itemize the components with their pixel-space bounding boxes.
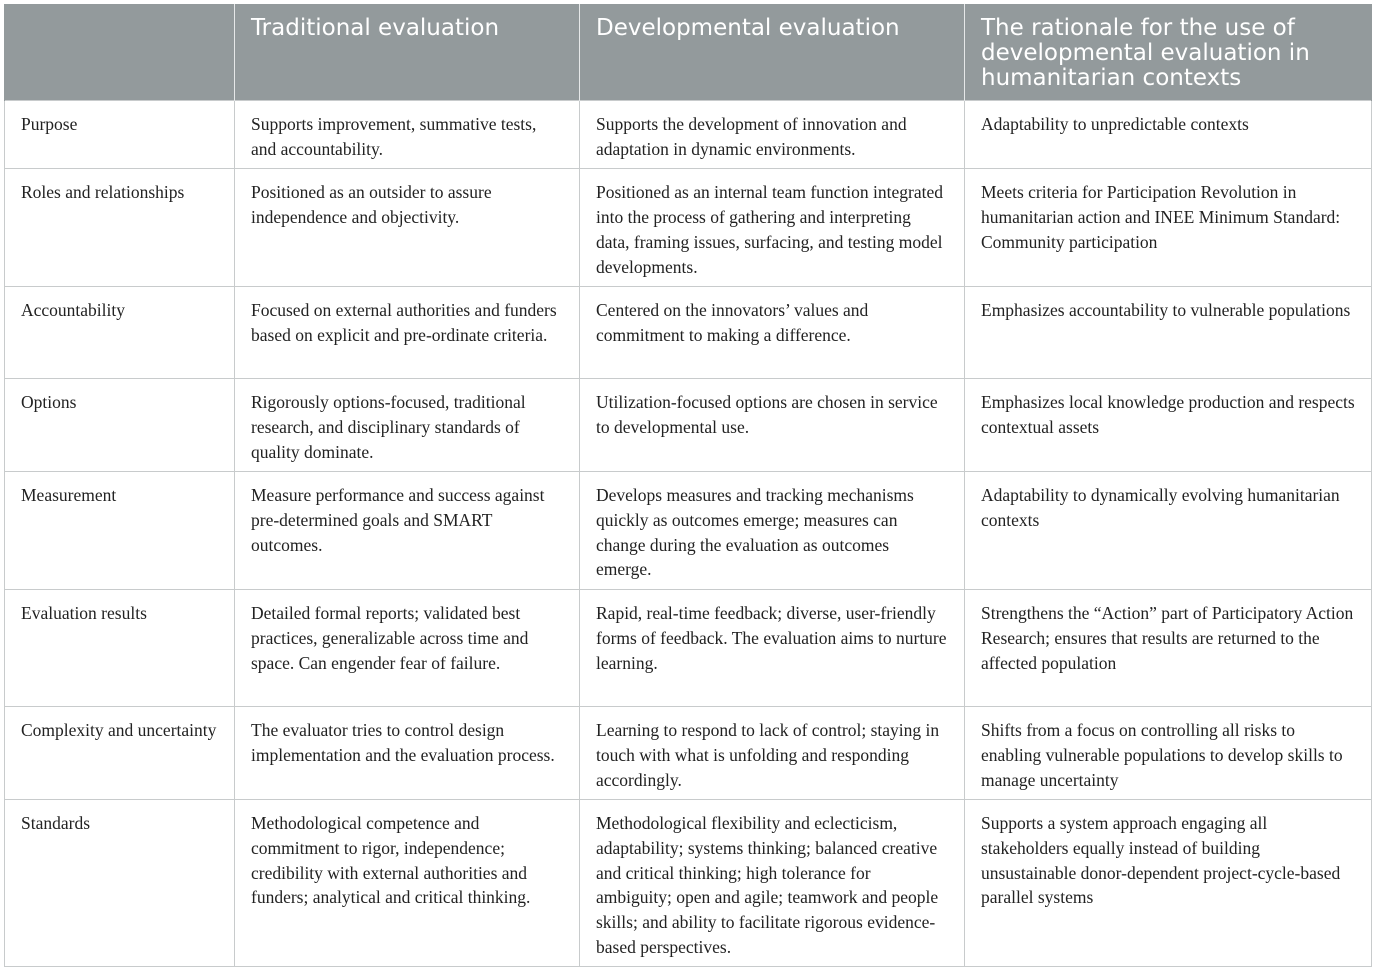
table-row: [5, 287, 1372, 379]
row-label-cell: Accountability: [5, 287, 235, 379]
row-label-cell: Measurement: [5, 472, 235, 590]
traditional-cell: The evaluator tries to control design implementation and the evaluation process.: [235, 707, 580, 800]
rationale-cell: Strengthens the “Action” part of Participatory Action Research; ensures that results are returned to the affected population: [965, 590, 1372, 707]
developmental-cell: Positioned as an internal team function integrated into the process of gathering and interpreting data, framing issues, surfacing, and testing model developments.: [580, 169, 965, 287]
traditional-cell: Positioned as an outsider to assure independence and objectivity.: [235, 169, 580, 287]
row-label-cell: Evaluation results: [5, 590, 235, 707]
rationale-cell: Adaptability to dynamically evolving humanitarian contexts: [965, 472, 1372, 590]
row-label-cell: Roles and relationships: [5, 169, 235, 287]
developmental-cell: Supports the development of innovation and adaptation in dynamic environments.: [580, 101, 965, 169]
comparison-table: [4, 4, 1372, 967]
traditional-cell: Supports improvement, summative tests, and accountability.: [235, 101, 580, 169]
rationale-cell: Shifts from a focus on controlling all risks to enabling vulnerable populations to develop skills to manage uncertainty: [965, 707, 1372, 800]
table-row: [5, 379, 1372, 472]
header-cell-empty: [5, 4, 235, 101]
traditional-cell: Focused on external authorities and funders based on explicit and pre-ordinate criteria.: [235, 287, 580, 379]
table-row: [5, 472, 1372, 590]
header-cell-traditional: Traditional evaluation: [235, 4, 580, 101]
row-label-cell: Options: [5, 379, 235, 472]
table-row: [5, 101, 1372, 169]
table-row: [5, 707, 1372, 800]
traditional-cell: Methodological competence and commitment to rigor, independence; credibility with external authorities and funders; analytical and critical thinking.: [235, 800, 580, 967]
traditional-cell: Measure performance and success against pre-determined goals and SMART outcomes.: [235, 472, 580, 590]
developmental-cell: Learning to respond to lack of control; staying in touch with what is unfolding and responding accordingly.: [580, 707, 965, 800]
rationale-cell: Emphasizes local knowledge production and respects contextual assets: [965, 379, 1372, 472]
table-row: [5, 169, 1372, 287]
rationale-cell: Adaptability to unpredictable contexts: [965, 101, 1372, 169]
table-row: [5, 800, 1372, 967]
table-row: [5, 590, 1372, 707]
developmental-cell: Utilization-focused options are chosen in service to developmental use.: [580, 379, 965, 472]
rationale-cell: Meets criteria for Participation Revolution in humanitarian action and INEE Minimum Standard: Community participation: [965, 169, 1372, 287]
row-label-cell: Complexity and uncertainty: [5, 707, 235, 800]
row-label-cell: Standards: [5, 800, 235, 967]
traditional-cell: Detailed formal reports; validated best practices, generalizable across time and space. Can engender fear of failure.: [235, 590, 580, 707]
header-cell-rationale: The rationale for the use of developmental evaluation in humanitarian contexts: [965, 4, 1372, 101]
rationale-cell: Supports a system approach engaging all stakeholders equally instead of building unsustainable donor-dependent project-cycle-based parallel systems: [965, 800, 1372, 967]
developmental-cell: Centered on the innovators’ values and commitment to making a difference.: [580, 287, 965, 379]
developmental-cell: Develops measures and tracking mechanisms quickly as outcomes emerge; measures can change during the evaluation as outcomes emerge.: [580, 472, 965, 590]
developmental-cell: Methodological flexibility and eclecticism, adaptability; systems thinking; balanced creative and critical thinking; high tolerance for ambiguity; open and agile; teamwork and people skills; and ability to facilitate rigorous evidence-based perspectives.: [580, 800, 965, 967]
rationale-cell: Emphasizes accountability to vulnerable populations: [965, 287, 1372, 379]
row-label-cell: Purpose: [5, 101, 235, 169]
developmental-cell: Rapid, real-time feedback; diverse, user-friendly forms of feedback. The evaluation aims to nurture learning.: [580, 590, 965, 707]
header-cell-developmental: Developmental evaluation: [580, 4, 965, 101]
traditional-cell: Rigorously options-focused, traditional research, and disciplinary standards of quality dominate.: [235, 379, 580, 472]
table-header-row: [5, 4, 1372, 101]
